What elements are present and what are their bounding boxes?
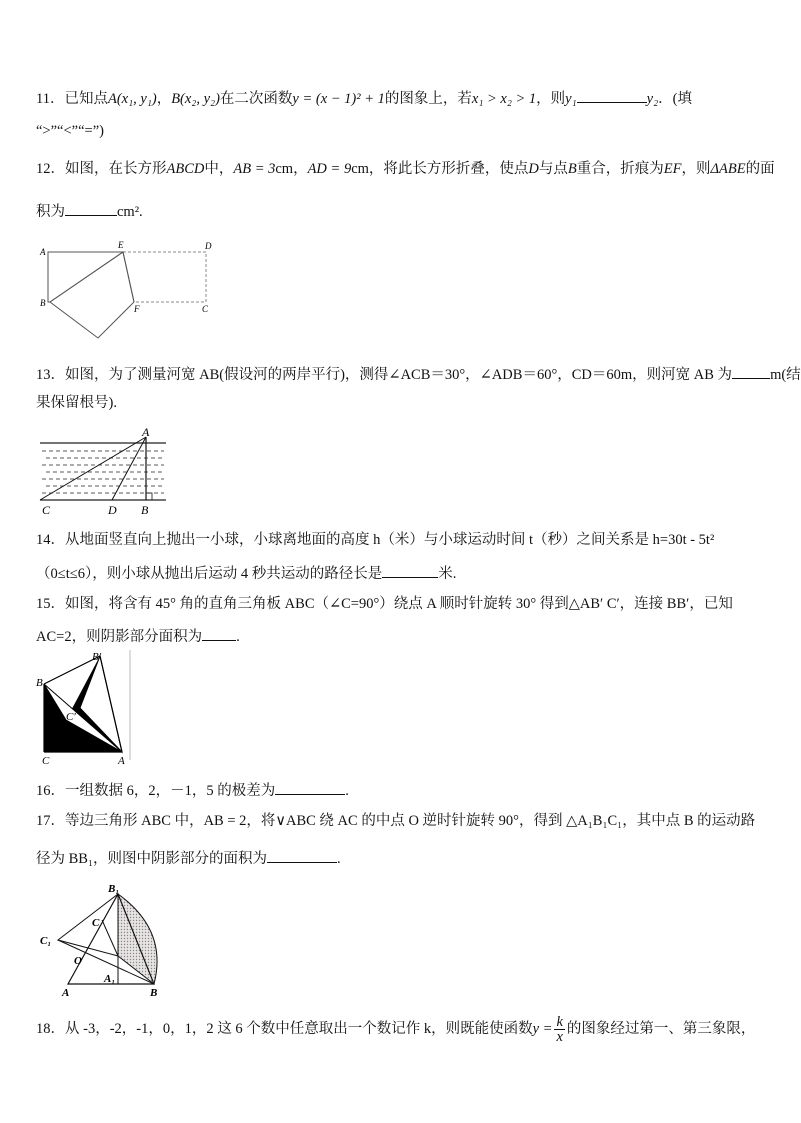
q12-line1 (36, 160, 775, 178)
q12-text: 如图，在长方形 (65, 161, 167, 177)
q14-line1 (36, 531, 714, 549)
label-c: C (42, 503, 51, 517)
point-a: A(x₁, y₁) (107, 91, 157, 107)
segment-ad (112, 437, 146, 500)
answer-blank[interactable] (382, 563, 438, 578)
figure-q15 (36, 650, 136, 773)
label-d: D (205, 241, 212, 251)
q11-line2 (36, 122, 104, 140)
condition: x₁ > x₂ > 1 (471, 91, 537, 107)
label-c: C (42, 755, 50, 767)
crease-ef: EF (663, 161, 682, 177)
label-b1: B₁ (108, 883, 120, 895)
q11-line1 (36, 88, 692, 108)
q14-line2 (36, 563, 456, 583)
label-b-prime: B′ (92, 651, 102, 663)
label-c-prime: C′ (66, 711, 76, 723)
label-a1: A₁ (104, 973, 116, 985)
label-a: A (40, 247, 46, 257)
q15-number: 15． (36, 596, 65, 612)
q13-number: 13． (36, 367, 65, 383)
q14-text: 从地面竖直向上抛出一小球，小球离地面的高度 h（米）与小球运动时间 t（秒）之间关系是 h=30t - 5t² (65, 532, 715, 548)
q13-text: 如图，为了测量河宽 AB(假设河的两岸平行)，测得∠ACB＝30°，∠ADB＝60°，CD＝60m，则河宽 AB 为 (65, 367, 733, 383)
segment-c-a1 (102, 920, 118, 956)
fraction-k-over-x (554, 1015, 564, 1044)
q12-line2 (36, 201, 143, 221)
label-b: B (36, 677, 43, 689)
fraction-denominator: x (556, 1029, 563, 1045)
q18-line1 (36, 1015, 755, 1044)
fig12-svg (36, 238, 226, 348)
y2: y₂ (646, 91, 659, 107)
q12-text: 重合，折痕为 (576, 161, 664, 177)
label-e: E (118, 240, 124, 250)
q12-text: 与点 (538, 161, 568, 177)
q14-text: （0≤t≤6），则小球从抛出后运动 4 秒共运动的路径长是 (36, 566, 383, 582)
q12-text: 中， (204, 161, 234, 177)
q15-line1 (36, 595, 733, 613)
label-c: C (92, 917, 100, 929)
q13-line1 (36, 364, 801, 384)
label-a: A (62, 987, 70, 999)
quadratic-function: y = (x − 1)² + 1 (292, 91, 385, 107)
fraction-numerator: k (556, 1014, 563, 1030)
figure-q17 (36, 880, 166, 1005)
label-d: D (108, 503, 117, 517)
unit: 米. (438, 566, 457, 582)
answer-blank[interactable] (65, 201, 117, 216)
fig15-svg (36, 650, 136, 768)
label-o: O (74, 955, 82, 967)
y1: y₁ (565, 91, 577, 107)
label-f: F (134, 304, 140, 314)
point-b: B(x₂, y₂) (171, 91, 220, 107)
fig17-svg (36, 880, 166, 1000)
q12-text: 的面 (745, 161, 775, 177)
answer-blank[interactable] (275, 780, 345, 795)
q13-text: 果保留根号). (36, 395, 117, 411)
q15-line2 (36, 626, 240, 646)
q16-text: 一组数据 6，2，－1，5 的极差为 (65, 783, 276, 799)
right-angle-mark (146, 493, 152, 500)
q15-text: 如图，将含有 45° 角的直角三角板 ABC（∠C=90°）绕点 A 顺时针旋转 30° 得到△AB′ C′，连接 BB′，已知 (65, 596, 733, 612)
q18-text: 的图象经过第一、第三象限， (566, 1020, 756, 1037)
q17-line1 (36, 812, 755, 830)
q11-text: ．(填 (658, 91, 692, 107)
segment-ac (40, 437, 146, 500)
river-waves (40, 443, 166, 500)
triangle-abe: ΔABE (710, 161, 746, 177)
label-c: C (202, 304, 209, 314)
q17-line2 (36, 848, 341, 868)
q17-text: 等边三角形 ABC 中，AB = 2，将∨ABC 绕 AC 的中点 O 逆时针旋转 90°，得到 △A₁B₁C₁，其中点 B 的运动路 (65, 813, 756, 829)
answer-blank[interactable] (577, 88, 647, 103)
point-b: B (567, 161, 577, 177)
figure-q13 (36, 425, 176, 525)
q11-text: ， (156, 91, 172, 107)
q12-text: cm，将此长方形折叠，使点 (351, 161, 529, 177)
q18-text: 从 -3，-2，-1，0，1，2 这 6 个数中任意取出一个数记作 k，则既能使函数 (65, 1020, 533, 1037)
label-c1: C₁ (40, 935, 52, 947)
q11-hint: “>”“<”“=”) (36, 123, 104, 139)
label-b: B (40, 298, 46, 308)
q13-text: m(结 (770, 367, 801, 383)
label-a: A (118, 755, 125, 767)
q17-text: 径为 BB₁，则图中阴影部分的面积为 (36, 851, 268, 867)
q11-text: ，则 (536, 91, 566, 107)
q15-text: . (236, 629, 240, 645)
q11-text: 在二次函数 (219, 91, 293, 107)
q11-number: 11． (36, 91, 65, 107)
answer-blank[interactable] (267, 848, 337, 863)
q18-number: 18． (36, 1020, 65, 1037)
function-y: y = (532, 1020, 553, 1037)
unit: cm². (117, 204, 143, 220)
label-b: B (141, 503, 149, 517)
q17-number: 17． (36, 813, 65, 829)
q14-number: 14． (36, 532, 65, 548)
q16-number: 16． (36, 783, 65, 799)
q12-text: ，则 (681, 161, 711, 177)
q16-line1 (36, 780, 349, 800)
q11-text: 已知点 (64, 91, 108, 107)
q11-text: 的图象上，若 (384, 91, 472, 107)
point-d: D (528, 161, 539, 177)
ad-length: AD = 9 (307, 161, 352, 177)
q15-text: AC=2，则阴影部分面积为 (36, 629, 203, 645)
triangle-a1b1c1 (58, 894, 118, 956)
label-a: A (142, 425, 150, 439)
q12-text: 积为 (36, 204, 65, 220)
answer-blank[interactable] (202, 626, 236, 641)
answer-blank[interactable] (732, 364, 770, 379)
q13-line2 (36, 394, 117, 412)
rect-name: ABCD (166, 161, 205, 177)
ab-length: AB = 3 (233, 161, 276, 177)
q16-text: . (345, 783, 349, 799)
figure-q12 (36, 238, 226, 353)
q17-text: . (337, 851, 341, 867)
fig13-svg (36, 425, 176, 520)
label-b: B (150, 987, 158, 999)
q12-text: cm， (275, 161, 308, 177)
q12-number: 12． (36, 161, 65, 177)
